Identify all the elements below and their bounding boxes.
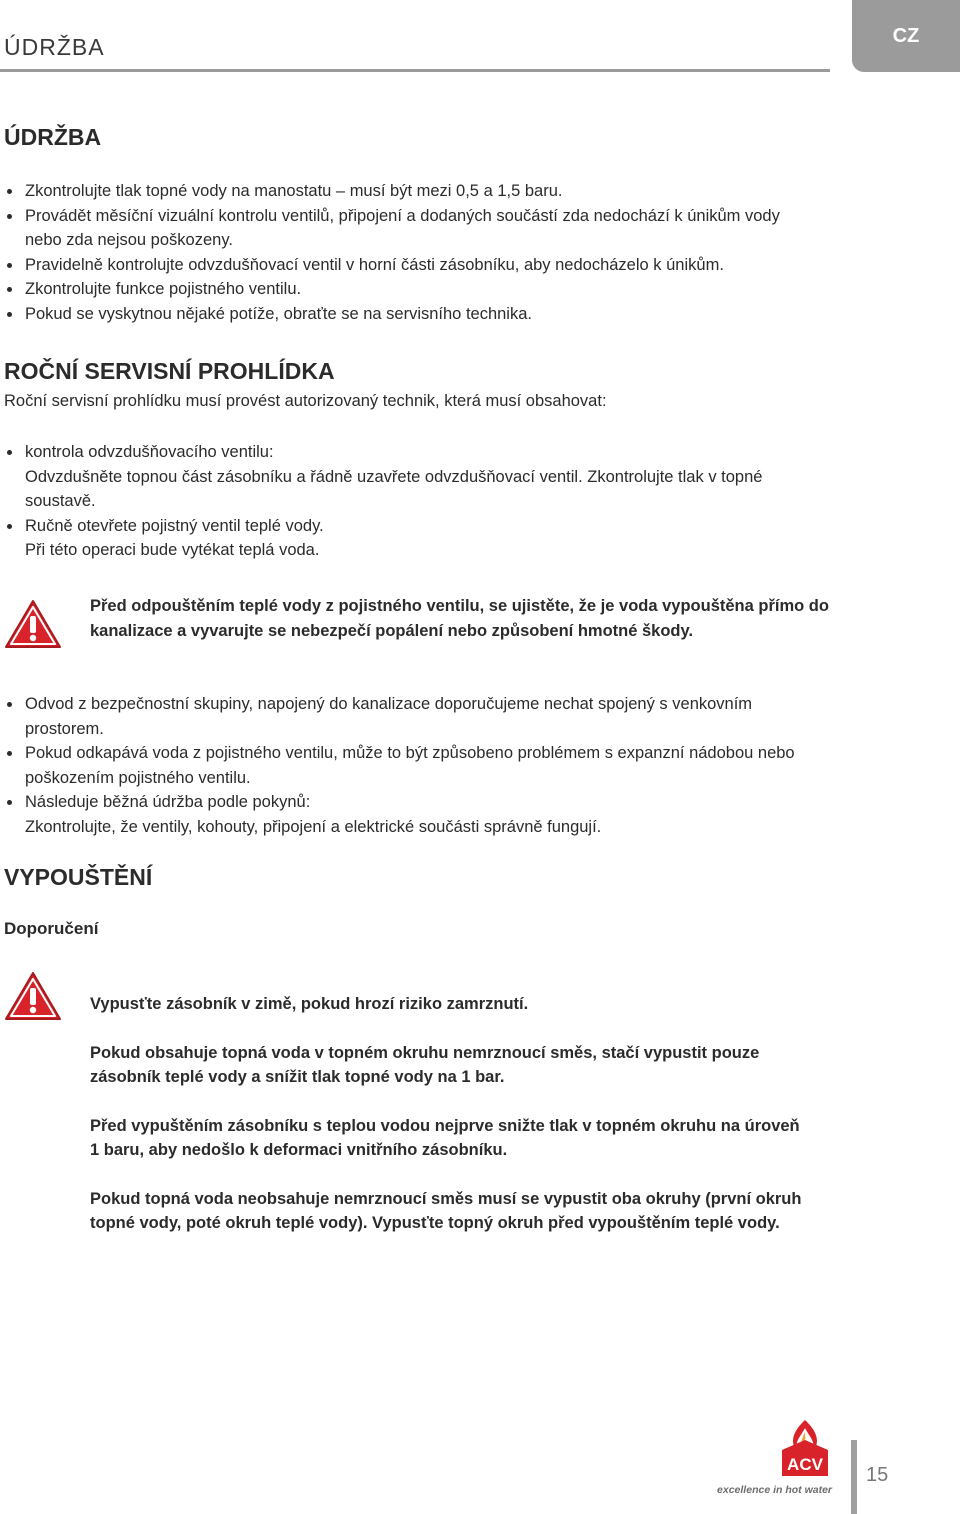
annual-list-2 [0, 692, 800, 839]
list-item [0, 440, 830, 514]
list-item-detail: Při této operaci bude vytékat teplá voda. [25, 541, 320, 559]
page-header-title: ÚDRŽBA [4, 34, 105, 60]
list-item-detail: Zkontrolujte, že ventily, kohouty, připojení a elektrické součásti správně fungují. [25, 817, 602, 836]
list-item [0, 514, 830, 563]
footer-divider [851, 1440, 857, 1514]
list-item: Zkontrolujte funkce pojistného ventilu. [0, 277, 840, 302]
list-item: Zkontrolujte tlak topné vody na manostatu – musí být mezi 0,5 a 1,5 baru. [0, 179, 840, 204]
page-number: 15 [866, 1464, 889, 1486]
warning-paragraph: Pokud obsahuje topná voda v topném okruhu nemrznoucí směs, stačí vypustit pouze zásobník teplé vody a snížit tlak topné vody na 1 bar. [90, 1043, 760, 1086]
maintenance-list [0, 179, 840, 326]
hot-water-warning: Před odpouštěním teplé vody z pojistného ventilu, se ujistěte, že je voda vypouštěna přímo do kanalizace a vyvarujte se nebezpečí popálení nebo způsobení hmotné škody. [90, 597, 829, 640]
draining-warnings [90, 992, 810, 1260]
warning-icon [3, 598, 63, 650]
list-item: Pokud se vyskytnou nějaké potíže, obraťte se na servisního technika. [0, 302, 840, 327]
list-item-lead: Následuje běžná údržba podle pokynů: [25, 793, 311, 811]
header-divider [0, 69, 830, 72]
annual-service-heading: ROČNÍ SERVISNÍ PROHLÍDKA [4, 358, 335, 384]
list-item [0, 790, 800, 839]
list-item-lead: Ručně otevřete pojistný ventil teplé vody. [25, 516, 324, 535]
warning-paragraph: Vypusťte zásobník v zimě, pokud hrozí riziko zamrznutí. [90, 995, 529, 1013]
draining-heading: VYPOUŠTĚNÍ [4, 864, 153, 890]
list-item-lead: kontrola odvzdušňovacího ventilu: [25, 443, 274, 461]
list-item: Odvod z bezpečnostní skupiny, napojený do kanalizace doporučujeme nechat spojený s venkovním prostorem. [0, 692, 765, 741]
warning-paragraph: Před vypuštěním zásobníku s teplou vodou nejprve snižte tlak v topném okruhu na úroveň 1 baru, aby nedošlo k deformaci vnitřního zásobníku. [90, 1116, 800, 1159]
list-item: Provádět měsíční vizuální kontrolu ventilů, připojení a dodaných součástí zda nedochází k únikům vody nebo zda nejsou poškozeny. [0, 204, 795, 253]
annual-list [0, 440, 830, 563]
annual-intro: Roční servisní prohlídku musí provést autorizovaný technik, která musí obsahovat: [4, 392, 607, 410]
svg-text:excellence in hot water: excellence in hot water [717, 1484, 832, 1496]
svg-text:ACV: ACV [787, 1455, 823, 1474]
maintenance-heading: ÚDRŽBA [4, 124, 102, 150]
language-tab: CZ [852, 0, 960, 72]
acv-logo [708, 1418, 838, 1498]
recommendation-subheading: Doporučení [4, 919, 99, 938]
warning-icon [3, 970, 63, 1022]
list-item-detail: Odvzdušněte topnou část zásobníku a řádně uzavřete odvzdušňovací ventil. Zkontrolujte tlak v topné soustavě. [25, 467, 763, 510]
warning-paragraph: Pokud topná voda neobsahuje nemrznoucí směs musí se vypustit oba okruhy (první okruh topné vody, poté okruh teplé vody). Vypusťte topný okruh před vypouštěním teplé vody. [90, 1189, 802, 1232]
list-item: Pokud odkapává voda z pojistného ventilu, může to být způsobeno problémem s expanzní nádobou nebo poškozením pojistného ventilu. [0, 741, 800, 790]
list-item: Pravidelně kontrolujte odvzdušňovací ventil v horní části zásobníku, aby nedocházelo k únikům. [0, 253, 840, 278]
